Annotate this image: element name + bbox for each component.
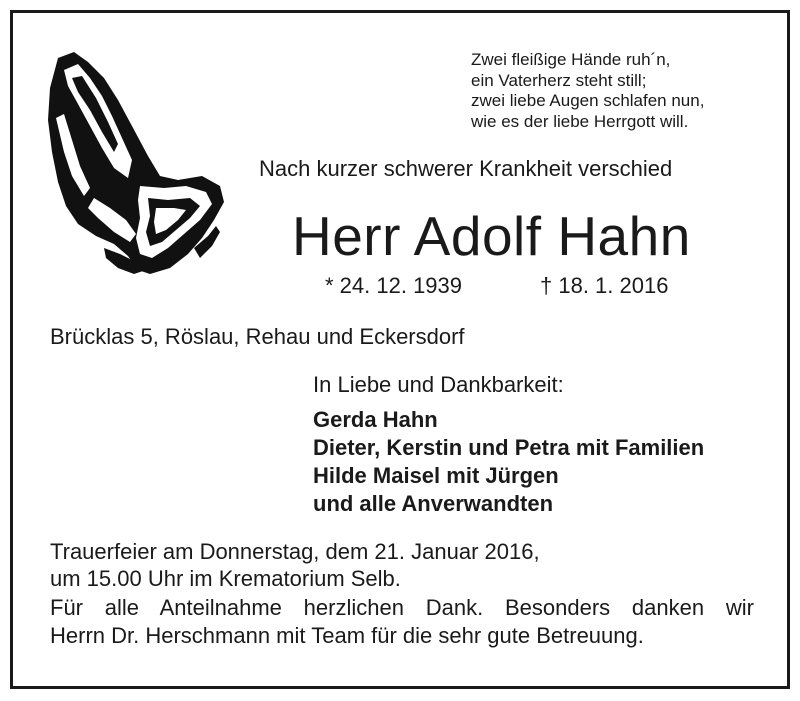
gratitude-line: In Liebe und Dankbarkeit: [313, 372, 564, 397]
mourners-list [313, 406, 704, 518]
address: Brücklas 5, Röslau, Rehau und Eckersdorf [50, 324, 465, 349]
praying-hands-icon [44, 48, 226, 276]
verse [471, 50, 704, 132]
mourner: und alle Anverwandten [313, 491, 554, 516]
verse-line: Zwei fleißige Hände ruh´n, [471, 50, 671, 69]
intro-text: Nach kurzer schwerer Krankheit verschied [259, 156, 673, 181]
verse-line: zwei liebe Augen schlafen nun, [471, 91, 705, 110]
thanks-line: Herrn Dr. Herschmann mit Team für die sehr gute Betreuung. [50, 623, 644, 648]
verse-line: ein Vaterherz steht still; [471, 70, 647, 90]
verse-line: wie es der liebe Herrgott will. [471, 111, 689, 131]
thanks-paragraph [50, 594, 754, 650]
death-date: † 18. 1. 2016 [540, 273, 669, 298]
deceased-name: Herr Adolf Hahn [292, 205, 691, 267]
funeral-line: um 15.00 Uhr im Krematorium Selb. [50, 566, 401, 591]
funeral-line: Trauerfeier am Donnerstag, dem 21. Januar 2016, [50, 539, 540, 564]
mourner: Dieter, Kerstin und Petra mit Familien [313, 435, 705, 460]
birth-date: * 24. 12. 1939 [325, 273, 463, 298]
mourner: Hilde Maisel mit Jürgen [313, 463, 559, 488]
mourner: Gerda Hahn [313, 407, 438, 432]
funeral-info [50, 538, 540, 592]
thanks-line: Für alle Anteilnahme herzlichen Dank. Besonders danken wir [50, 595, 754, 620]
